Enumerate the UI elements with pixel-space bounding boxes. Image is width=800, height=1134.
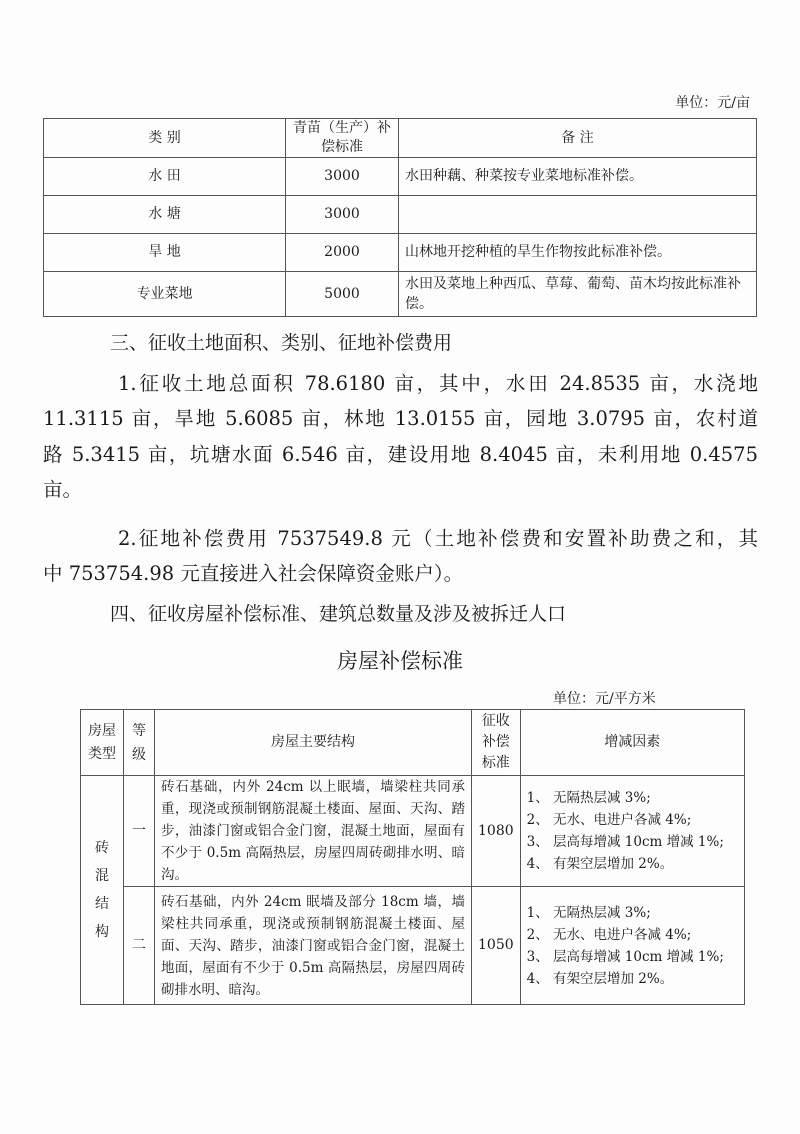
cell-type: 水 田 [44, 158, 286, 196]
cell-standard: 1050 [472, 887, 521, 1005]
header-standard: 青苗（生产）补偿标准 [286, 119, 399, 158]
header-standard: 征收补偿标准 [472, 710, 521, 776]
factor-item: 2、 无水、电进户各减 4%; [526, 812, 692, 828]
cell-note: 水田及菜地上种西瓜、草莓、葡萄、苗木均按此标准补偿。 [399, 272, 757, 317]
factor-item: 1、 无隔热层减 3%; [526, 790, 651, 806]
section3-heading: 三、征收土地面积、类别、征地补偿费用 [110, 332, 453, 354]
section4-heading: 四、征收房屋补偿标准、建筑总数量及涉及被拆迁人口 [110, 603, 567, 625]
para1-line: 1.征收土地总面积 78.6180 亩，其中，水田 24.8535 亩，水浇地 [118, 372, 758, 395]
cell-standard: 1080 [472, 776, 521, 887]
table-row [81, 887, 745, 1005]
cell-type: 旱 地 [44, 234, 286, 272]
cell-type: 水 塘 [44, 196, 286, 234]
header-structure: 房屋主要结构 [155, 710, 472, 776]
factor-item: 4、 有架空层增加 2%。 [526, 970, 674, 987]
table2-unit: 单位：元/平方米 [553, 691, 656, 707]
factor-item: 3、 层高每增减 10cm 增减 1%; [526, 948, 724, 965]
table-row [44, 272, 757, 317]
para1-line: 11.3115 亩，旱地 5.6085 亩，林地 13.0155 亩，园地 3.0795 亩，农村道 [43, 407, 758, 430]
cell-value: 3000 [286, 158, 399, 196]
cell-grade: 二 [124, 887, 155, 1005]
green-crop-compensation-table [43, 118, 757, 317]
cell-structure: 砖石基础，内外 24cm 以上眠墙，墙梁柱共同承重，现浇或预制钢筋混凝土楼面、屋面、天沟、踏步，油漆门窗或铝合金门窗，混凝土地面，屋面有不少于 0.5m 高隔热层，房屋四周砖砌排水明、暗沟。 [155, 776, 472, 887]
cell-value: 3000 [286, 196, 399, 234]
para2-line: 中 753754.98 元直接进入社会保障资金账户）。 [43, 562, 464, 585]
table2-title: 房屋补偿标准 [337, 649, 463, 673]
cell-value: 2000 [286, 234, 399, 272]
table-row [44, 158, 757, 196]
cell-factors [520, 887, 744, 1005]
house-compensation-table [80, 709, 745, 1005]
table1-unit: 单位：元/亩 [675, 95, 750, 111]
header-factors: 增减因素 [520, 710, 744, 776]
para2-line: 2.征地补偿费用 7537549.8 元（土地补偿费和安置补助费之和，其 [118, 527, 758, 550]
header-house-type: 房屋类型 [81, 710, 124, 776]
para1-line: 亩。 [43, 478, 83, 501]
header-grade: 等级 [124, 710, 155, 776]
cell-type: 专业菜地 [44, 272, 286, 317]
cell-grade: 一 [124, 776, 155, 887]
table-row [44, 234, 757, 272]
factor-item: 2、 无水、电进户各减 4%; [526, 926, 692, 943]
cell-house-type: 砖混结构 [81, 776, 124, 1005]
factor-item: 3、 层高每增减 10cm 增减 1%; [526, 834, 724, 850]
header-note: 备 注 [399, 119, 757, 158]
para1-line: 路 5.3415 亩，坑塘水面 6.546 亩，建设用地 8.4045 亩，未利用地 0.4575 [43, 443, 758, 466]
cell-factors [520, 776, 744, 887]
factor-item: 1、 无隔热层减 3%; [526, 904, 651, 921]
cell-note: 水田种藕、种菜按专业菜地标准补偿。 [399, 158, 757, 196]
cell-note [399, 196, 757, 234]
table-row [44, 196, 757, 234]
cell-value: 5000 [286, 272, 399, 317]
header-type: 类 别 [44, 119, 286, 158]
table-row [81, 776, 745, 887]
factor-item: 4、 有架空层增加 2%。 [526, 856, 674, 872]
cell-structure: 砖石基础，内外 24cm 眠墙及部分 18cm 墙，墙梁柱共同承重，现浇或预制钢筋混凝土楼面、屋面、天沟、踏步，油漆门窗或铝合金门窗，混凝土地面，屋面有不少于 0.5m 高隔热层，房屋四周砖砌排水明、暗沟。 [155, 887, 472, 1005]
cell-note: 山林地开挖种植的旱生作物按此标准补偿。 [399, 234, 757, 272]
